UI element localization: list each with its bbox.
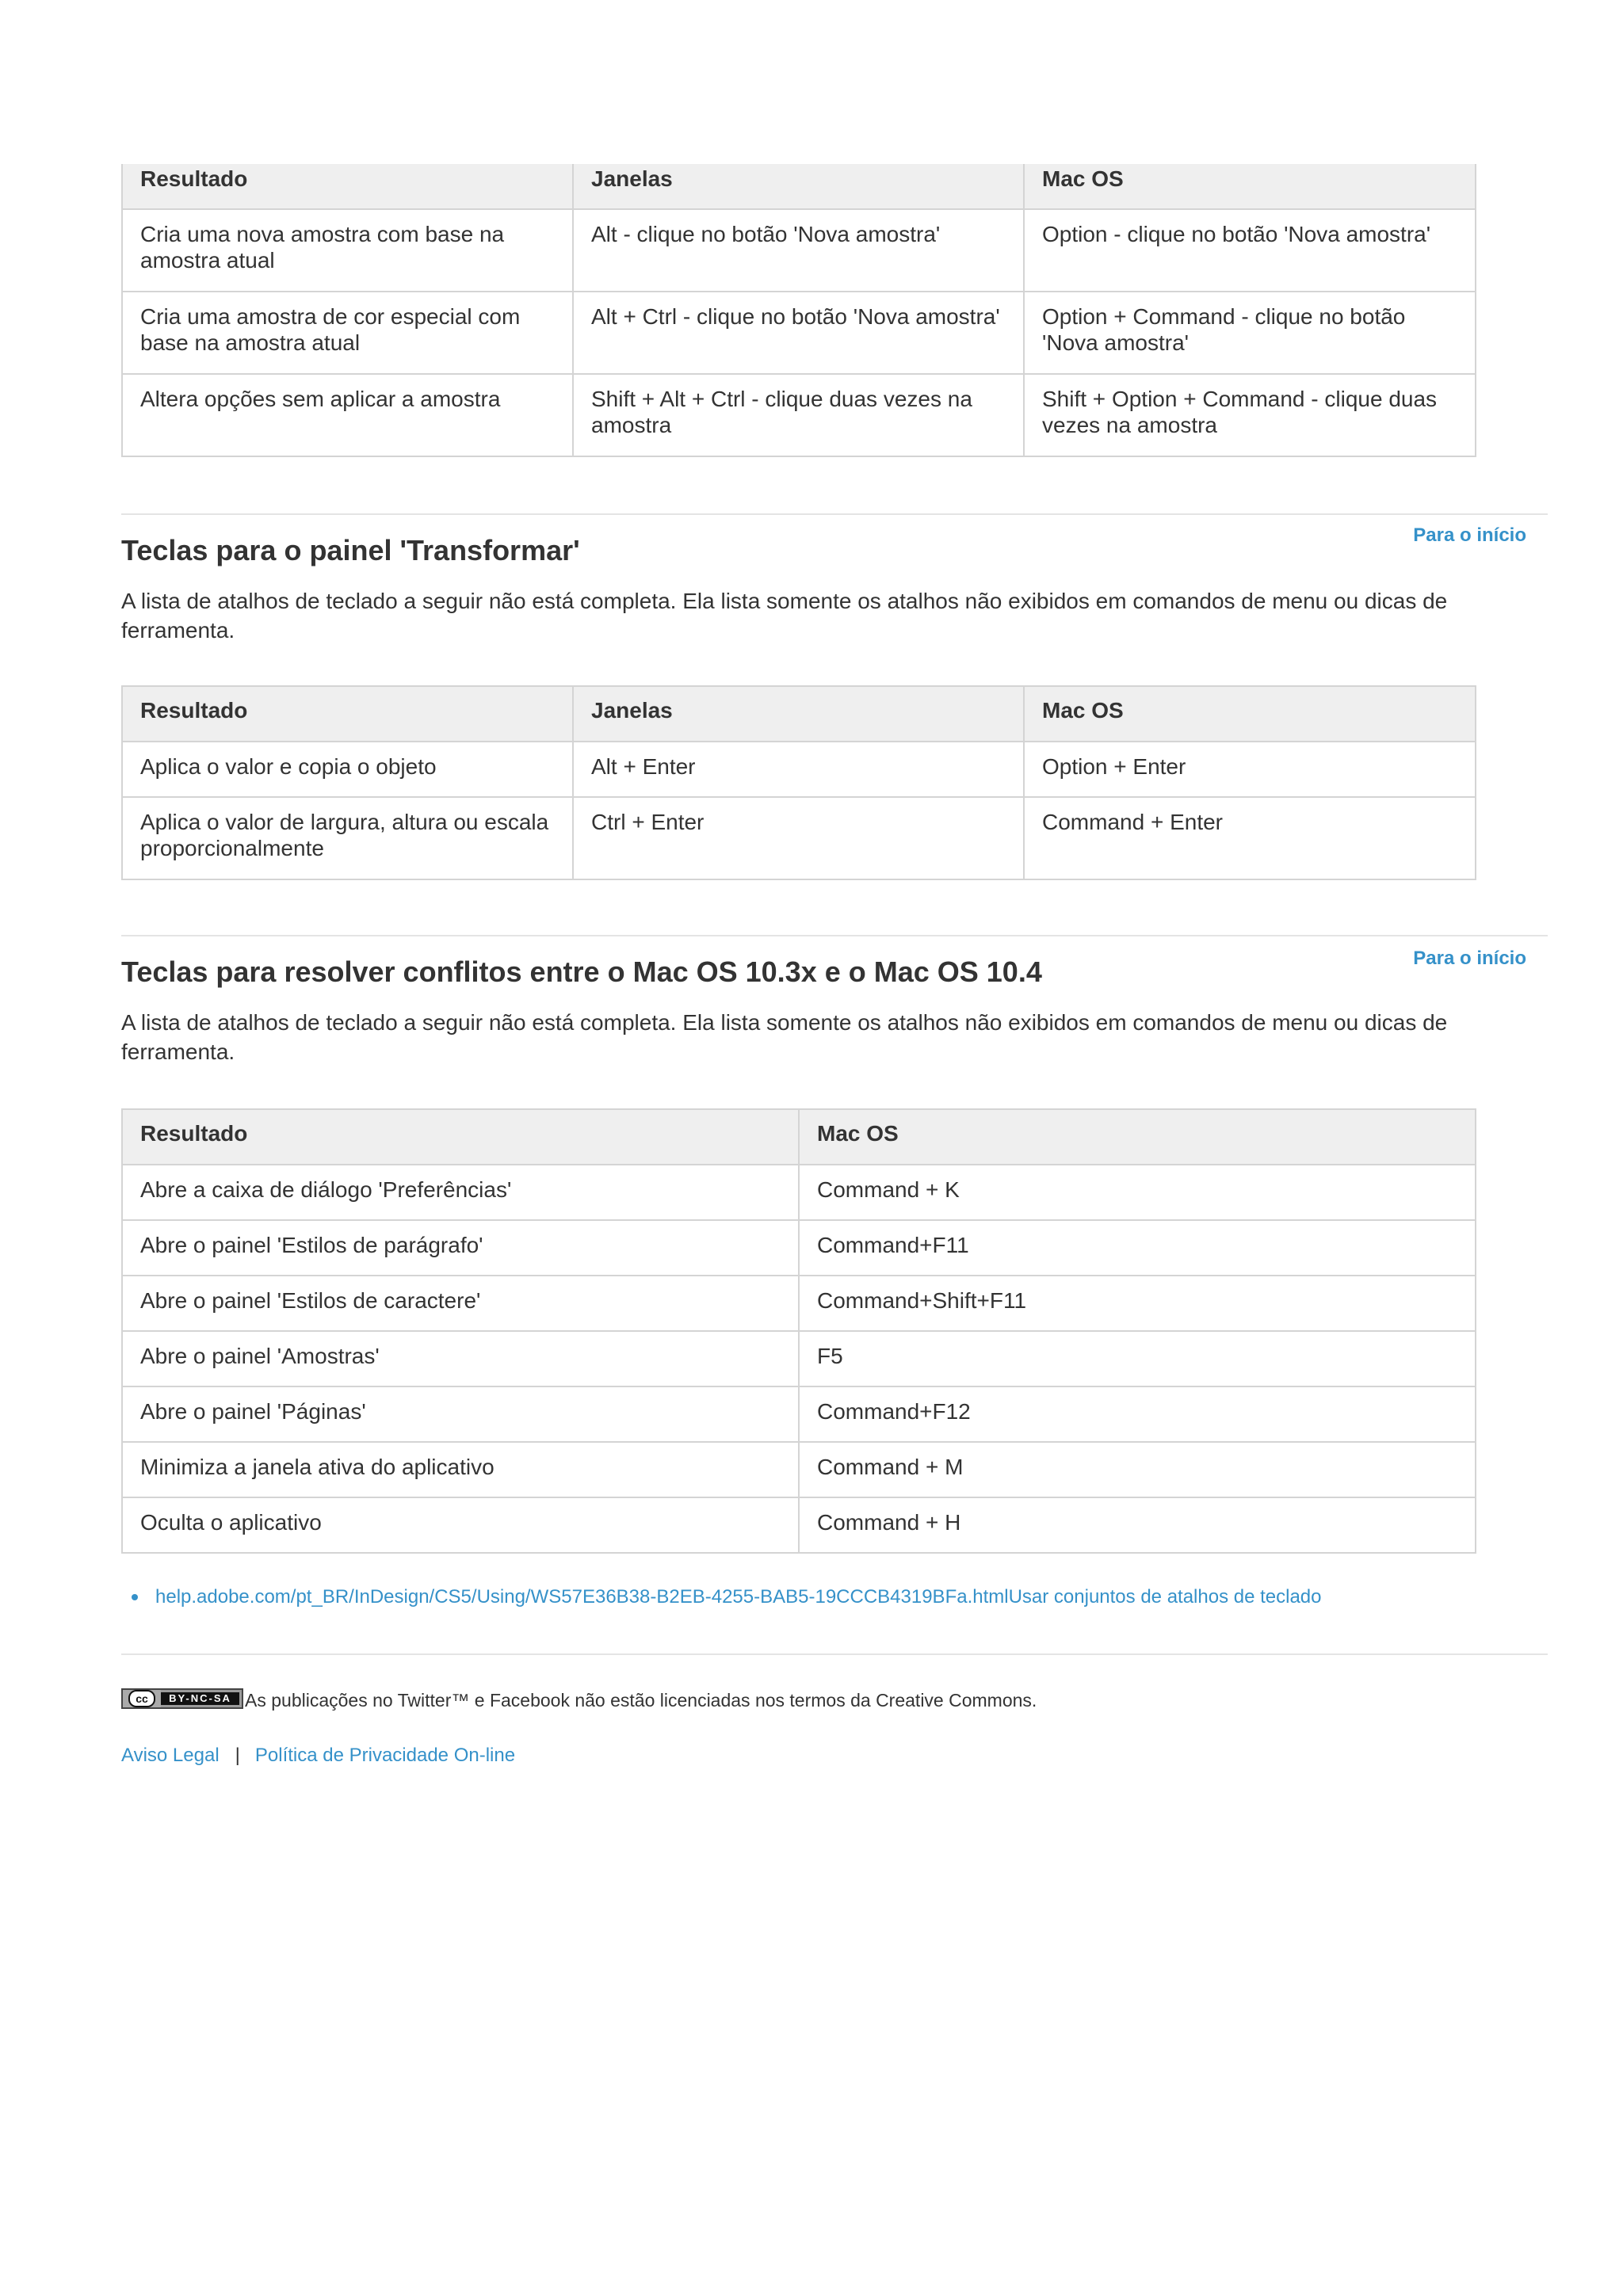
table-header-row (122, 1109, 1476, 1165)
section-divider (121, 513, 1548, 515)
footer-separator: | (235, 1745, 240, 1766)
table-row (122, 374, 1476, 456)
table-cell: F5 (799, 1331, 1476, 1386)
table-row (122, 797, 1476, 879)
cc-license-type: BY-NC-SA (161, 1692, 239, 1705)
section-heading: Teclas para resolver conflitos entre o Mac OS 10.3x e o Mac OS 10.4 (121, 955, 1042, 988)
column-header-mac-os: Mac OS (1024, 686, 1476, 742)
back-to-top-link[interactable]: Para o início (1413, 948, 1526, 969)
cc-logo-segment (123, 1690, 161, 1707)
section-intro: A lista de atalhos de teclado a seguir não está completa. Ela lista somente os atalhos não exibidos em comandos de menu ou dicas de ferramenta. (121, 589, 1448, 643)
table-cell: Aplica o valor e copia o objeto (122, 742, 573, 797)
table-cell: Shift + Option + Command - clique duas vezes na amostra (1024, 374, 1476, 456)
table-row (122, 1220, 1476, 1276)
table-cell: Oculta o aplicativo (122, 1497, 799, 1553)
table-cell: Shift + Alt + Ctrl - clique duas vezes na amostra (573, 374, 1024, 456)
table-row (122, 1276, 1476, 1331)
table-row (122, 292, 1476, 374)
column-header-mac-os: Mac OS (799, 1109, 1476, 1165)
column-header-mac-os: Mac OS (1024, 164, 1476, 209)
table-cell: Command+F11 (799, 1220, 1476, 1276)
bullet-dot-icon (132, 1594, 138, 1600)
table-cell: Command + Enter (1024, 797, 1476, 879)
table-cell: Cria uma amostra de cor especial com base na amostra atual (122, 292, 573, 374)
table-row (122, 742, 1476, 797)
footer-divider (121, 1653, 1548, 1655)
transform-panel-shortcuts-table (121, 685, 1476, 880)
table-cell: Ctrl + Enter (573, 797, 1024, 879)
section-divider (121, 935, 1548, 936)
related-help-link[interactable]: help.adobe.com/pt_BR/InDesign/CS5/Using/WS57E36B38-B2EB-4255-BAB5-19CCCB4319BFa.htmlUsar conjuntos de atalhos de teclado (155, 1586, 1322, 1608)
table-row (122, 1331, 1476, 1386)
column-header-windows: Janelas (573, 164, 1024, 209)
table-row (122, 1497, 1476, 1553)
table-cell: Command+F12 (799, 1386, 1476, 1442)
table-header-row (122, 164, 1476, 209)
license-notice: As publicações no Twitter™ e Facebook não estão licenciadas nos termos da Creative Commons. (245, 1690, 1037, 1711)
table-cell: Command + K (799, 1165, 1476, 1220)
table-row (122, 1386, 1476, 1442)
table-cell: Alt + Enter (573, 742, 1024, 797)
creative-commons-badge-icon[interactable] (121, 1688, 243, 1709)
table-cell: Option + Command - clique no botão 'Nova amostra' (1024, 292, 1476, 374)
column-header-windows: Janelas (573, 686, 1024, 742)
section-intro: A lista de atalhos de teclado a seguir não está completa. Ela lista somente os atalhos não exibidos em comandos de menu ou dicas de ferramenta. (121, 1010, 1448, 1064)
table-cell: Abre o painel 'Estilos de parágrafo' (122, 1220, 799, 1276)
table-cell: Abre o painel 'Amostras' (122, 1331, 799, 1386)
table-cell: Option - clique no botão 'Nova amostra' (1024, 209, 1476, 292)
table-cell: Command+Shift+F11 (799, 1276, 1476, 1331)
table-row (122, 209, 1476, 292)
table-cell: Abre o painel 'Estilos de caractere' (122, 1276, 799, 1331)
column-header-result: Resultado (122, 686, 573, 742)
footer-links (121, 1744, 515, 1768)
legal-notice-link[interactable]: Aviso Legal (121, 1745, 220, 1766)
table-cell: Cria uma nova amostra com base na amostra atual (122, 209, 573, 292)
table-row (122, 1165, 1476, 1220)
table-cell: Command + H (799, 1497, 1476, 1553)
table-cell: Aplica o valor de largura, altura ou escala proporcionalmente (122, 797, 573, 879)
mac-os-conflicts-shortcuts-table (121, 1108, 1476, 1554)
table-row (122, 1442, 1476, 1497)
table-cell: Altera opções sem aplicar a amostra (122, 374, 573, 456)
table-cell: Command + M (799, 1442, 1476, 1497)
table-cell: Abre o painel 'Páginas' (122, 1386, 799, 1442)
column-header-result: Resultado (122, 1109, 799, 1165)
table-header-row (122, 686, 1476, 742)
privacy-policy-link[interactable]: Política de Privacidade On-line (254, 1745, 516, 1766)
table-cell: Option + Enter (1024, 742, 1476, 797)
section-heading: Teclas para o painel 'Transformar' (121, 534, 580, 566)
table-cell: Abre a caixa de diálogo 'Preferências' (122, 1165, 799, 1220)
column-header-result: Resultado (122, 164, 573, 209)
back-to-top-link[interactable]: Para o início (1413, 524, 1526, 546)
table-cell: Alt - clique no botão 'Nova amostra' (573, 209, 1024, 292)
swatch-shortcuts-table (121, 164, 1476, 457)
cc-circle-icon: cc (128, 1690, 155, 1707)
table-cell: Minimiza a janela ativa do aplicativo (122, 1442, 799, 1497)
table-cell: Alt + Ctrl - clique no botão 'Nova amostra' (573, 292, 1024, 374)
